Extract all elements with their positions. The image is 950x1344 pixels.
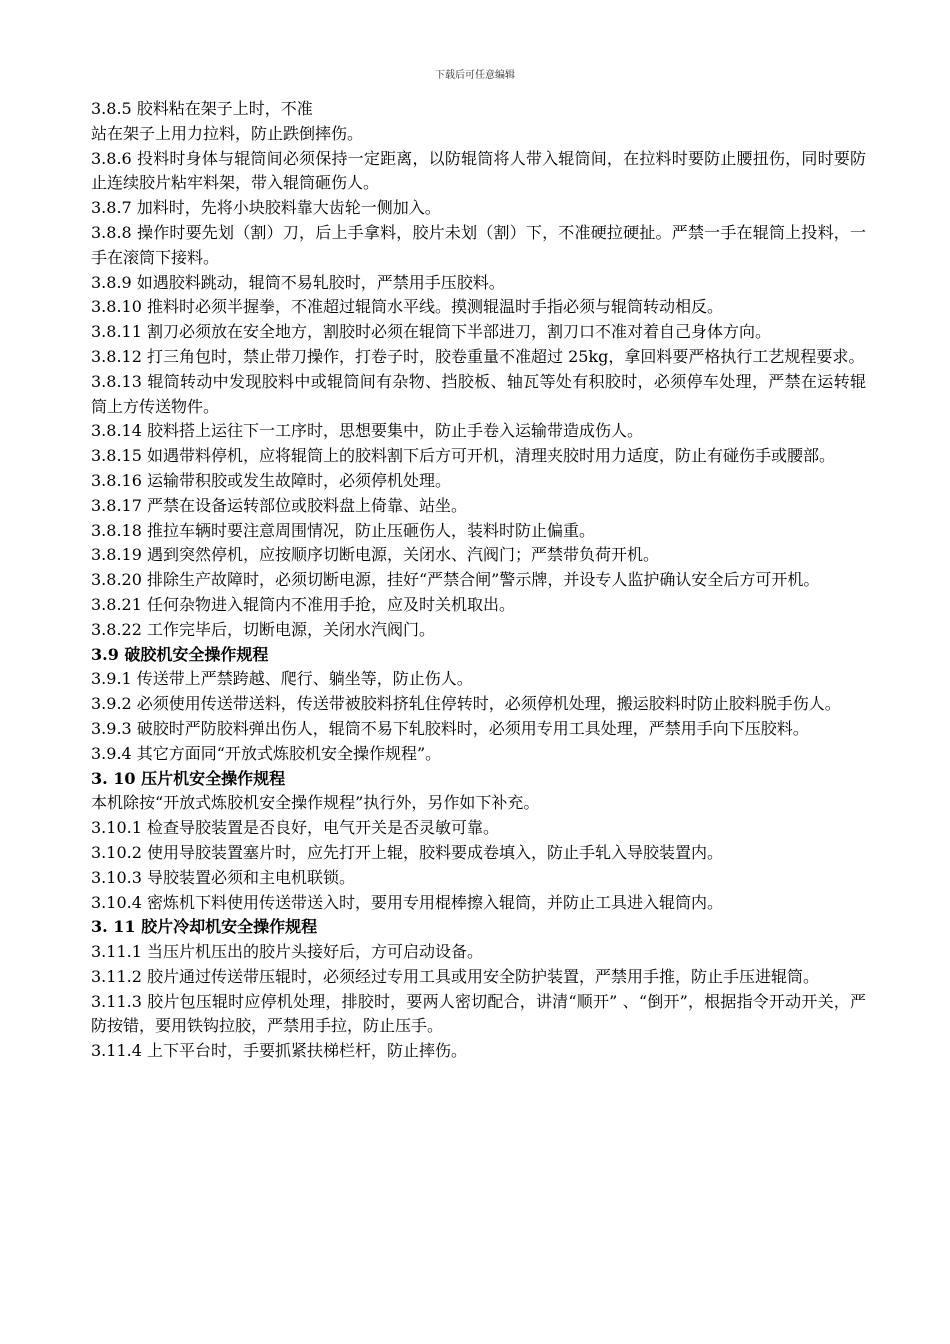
- paragraph: 3.11.4 上下平台时，手要抓紧扶梯栏杆，防止摔伤。: [91, 1041, 467, 1061]
- paragraph: 3.10.2 使用导胶装置塞片时，应先打开上辊，胶料要成卷填入，防止手轧入导胶装置内。: [91, 842, 723, 862]
- paragraph: 3.8.13 辊筒转动中发现胶料中或辊筒间有杂物、挡胶板、轴瓦等处有积胶时，必须停车处理，严禁在运转辊筒上方传送物件。: [91, 371, 866, 416]
- page-header: 下载后可任意编辑: [435, 70, 515, 81]
- paragraph: 3.8.8 操作时要先划（割）刀，后上手拿料，胶片未划（割）下，不准硬拉硬扯。严禁一手在辊筒上投料，一手在滚筒下接料。: [91, 222, 866, 267]
- paragraph: 3.8.7 加料时，先将小块胶料靠大齿轮一侧加入。: [91, 198, 441, 218]
- paragraph: 3.8.5 胶料粘在架子上时，不准: [91, 99, 313, 118]
- paragraph: 3.8.6 投料时身体与辊筒间必须保持一定距离，以防辊筒将人带入辊筒间，在拉料时要防止腰扭伤，同时要防止连续胶片粘牢料架，带入辊筒砸伤人。: [91, 148, 866, 193]
- paragraph: 3.8.22 工作完毕后，切断电源，关闭水汽阀门。: [91, 619, 435, 639]
- paragraph: 3.10.4 密炼机下料使用传送带送入时，要用专用棍棒擦入辊筒，并防止工具进入辊筒内。: [91, 892, 723, 912]
- paragraph: 3.8.17 严禁在设备运转部位或胶料盘上倚靠、站坐。: [91, 495, 467, 515]
- paragraph: 3.9.1 传送带上严禁跨越、爬行、躺坐等，防止伤人。: [91, 669, 473, 689]
- paragraph: 3.11.3 胶片包压辊时应停机处理，排胶时，要两人密切配合，讲清“顺开” 、“倒开”，根据指令开动开关，严防按错，要用铁钩拉胶，严禁用手拉，防止压手。: [91, 991, 866, 1036]
- document-body: [91, 97, 866, 1064]
- paragraph: 3.10.3 导胶装置必须和主电机联锁。: [91, 867, 355, 887]
- paragraph: 3.8.19 遇到突然停机，应按顺序切断电源，关闭水、汽阀门；严禁带负荷开机。: [91, 545, 659, 565]
- paragraph: 站在架子上用力拉料，防止跌倒摔伤。: [91, 123, 364, 143]
- paragraph: 3.8.14 胶料搭上运往下一工序时，思想要集中，防止手卷入运输带造成伤人。: [91, 421, 643, 441]
- section-heading: 3. 11 胶片冷却机安全操作规程: [91, 917, 318, 937]
- paragraph: 3.8.12 打三角包时，禁止带刀操作，打卷子时，胶卷重量不准超过 25kg，拿回料要严格执行工艺规程要求。: [91, 346, 865, 366]
- paragraph: 3.8.16 运输带积胶或发生故障时，必须停机处理。: [91, 470, 451, 490]
- paragraph: 3.8.15 如遇带料停机，应将辊筒上的胶料割下后方可开机，清理夹胶时用力适度，防止有碰伤手或腰部。: [91, 446, 835, 466]
- paragraph: 本机除按“开放式炼胶机安全操作规程”执行外，另作如下补充。: [91, 793, 540, 813]
- section-heading: 3.9 破胶机安全操作规程: [91, 644, 269, 664]
- paragraph: 3.11.2 胶片通过传送带压辊时，必须经过专用工具或用安全防护装置，严禁用手推，防止手压进辊筒。: [91, 966, 819, 986]
- paragraph: 3.8.10 推料时必须半握拳，不准超过辊筒水平线。摸测辊温时手指必须与辊筒转动相反。: [91, 297, 723, 317]
- paragraph: 3.9.4 其它方面同“开放式炼胶机安全操作规程”。: [91, 743, 442, 763]
- section-heading: 3. 10 压片机安全操作规程: [91, 768, 286, 788]
- paragraph: 3.8.11 割刀必须放在安全地方，割胶时必须在辊筒下半部进刀，割刀口不准对着自己身体方向。: [91, 322, 771, 342]
- paragraph: 3.9.3 破胶时严防胶料弹出伤人，辊筒不易下轧胶料时，必须用专用工具处理，严禁用手向下压胶料。: [91, 718, 809, 738]
- paragraph: 3.8.21 任何杂物进入辊筒内不准用手抢，应及时关机取出。: [91, 594, 515, 614]
- paragraph: 3.8.9 如遇胶料跳动，辊筒不易轧胶时，严禁用手压胶料。: [91, 272, 505, 292]
- paragraph: 3.9.2 必须使用传送带送料，传送带被胶料挤轧住停转时，必须停机处理，搬运胶料时防止胶料脱手伤人。: [91, 694, 841, 714]
- paragraph: 3.8.20 排除生产故障时，必须切断电源，挂好“严禁合闸”警示牌，并设专人监护确认安全后方可开机。: [91, 570, 820, 590]
- paragraph: 3.8.18 推拉车辆时要注意周围情况，防止压砸伤人，装料时防止偏重。: [91, 520, 595, 540]
- paragraph: 3.10.1 检查导胶装置是否良好，电气开关是否灵敏可靠。: [91, 818, 499, 838]
- paragraph: 3.11.1 当压片机压出的胶片头接好后，方可启动设备。: [91, 942, 483, 962]
